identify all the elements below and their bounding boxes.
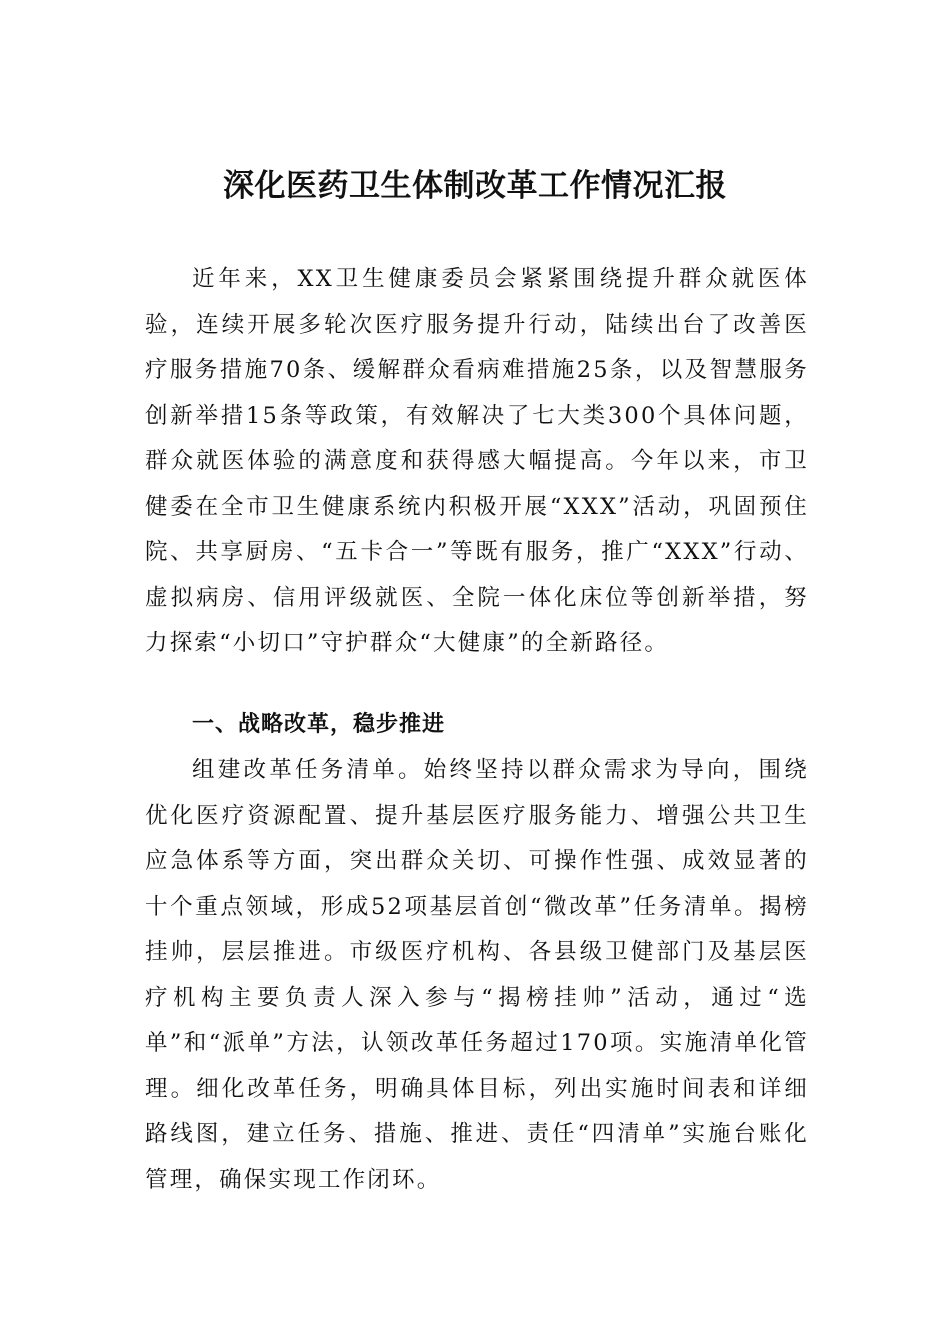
intro-paragraph: 近年来，XX卫生健康委员会紧紧围绕提升群众就医体验，连续开展多轮次医疗服务提升行动，陆续出台了改善医疗服务措施70条、缓解群众看病难措施25条，以及智慧服务创新举措15条等政策，有效解决了七大类300个具体问题，群众就医体验的满意度和获得感大幅提高。今年以来，市卫健委在全市卫生健康系统内积极开展“XXX”活动，巩固预住院、共享厨房、“五卡合一”等既有服务，推广“XXX”行动、虚拟病房、信用评级就医、全院一体化床位等创新举措，努力探索“小切口”守护群众“大健康”的全新路径。	[145, 266, 809, 656]
section-paragraph: 组建改革任务清单。始终坚持以群众需求为导向，围绕优化医疗资源配置、提升基层医疗服务能力、增强公共卫生应急体系等方面，突出群众关切、可操作性强、成效显著的十个重点领域，形成52项基层首创“微改革”任务清单。揭榜挂帅，层层推进。市级医疗机构、各县级卫健部门及基层医疗机构主要负责人深入参与“揭榜挂帅”活动，通过“选单”和“派单”方法，认领改革任务超过170项。实施清单化管理。细化改革任务，明确具体目标，列出实施时间表和详细路线图，建立任务、措施、推进、责任“四清单”实施台账化管理，确保实现工作闭环。	[145, 757, 809, 1193]
document-title: 深化医药卫生体制改革工作情况汇报	[223, 168, 727, 204]
section-heading: 一、战略改革，稳步推进	[192, 712, 446, 737]
